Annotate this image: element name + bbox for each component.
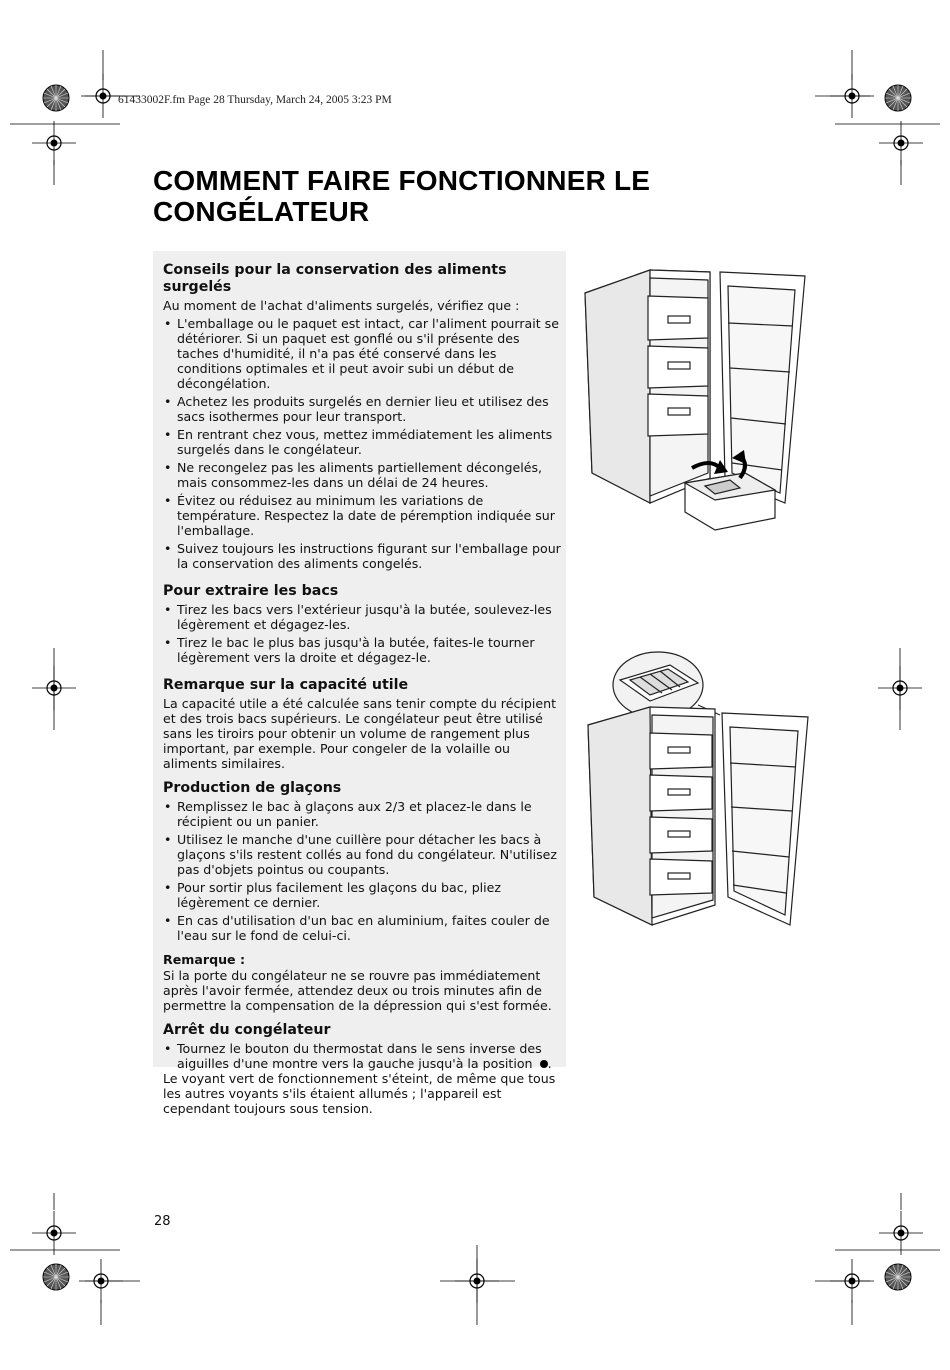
file-header: 61433002F.fm Page 28 Thursday, March 24, 2005 3:23 PM [118,94,392,106]
list-item: • L'emballage ou le paquet est intact, car l'aliment pourrait se détériorer. Si un paquet est gonflé ou s'il présente des taches d'humidité, il n'a pas été conservé dans les conditions optimales et il peut avoir subi un début de décongélation. [163,316,563,391]
list-item: • Remplissez le bac à glaçons aux 2/3 et placez-le dans le récipient ou un panier. [163,799,563,829]
list-item: • Tournez le bouton du thermostat dans le sens inverse des aiguilles d'une montre vers la gauche jusqu'à la position . [163,1041,563,1071]
off-position-icon [540,1060,548,1068]
page-number: 28 [154,1214,171,1229]
conseils-list [163,316,563,571]
section-capacite [163,677,563,771]
section-text: Le voyant vert de fonctionnement s'éteint, de même que tous les autres voyants s'ils étaient allumés ; l'appareil est cependant toujours sous tension. [163,1071,556,1116]
section-title: Conseils pour la conservation des aliments surgelés [163,262,507,295]
section-arret [163,1022,563,1116]
list-item: • En cas d'utilisation d'un bac en aluminium, faites couler de l'eau sur le fond de celui-ci. [163,913,563,943]
section-extraire [163,583,563,665]
section-glacons [163,780,563,1013]
page-title-line1: COMMENT FAIRE FONCTIONNER LE [153,165,651,196]
section-intro: Au moment de l'achat d'aliments surgelés, vérifiez que : [163,298,520,313]
page-title-line2: CONGÉLATEUR [153,196,370,227]
list-item: • Ne recongelez pas les aliments partiellement décongelés, mais consommez-les dans un délai de 24 heures. [163,460,563,490]
remark-text: Si la porte du congélateur ne se rouvre pas immédiatement après l'avoir fermée, attendez deux ou trois minutes afin de permettre la compensation de la dépression qui s'est formée. [163,968,552,1013]
page-title [153,165,753,227]
freezer-drawer-illustration [580,268,810,538]
freezer-icetray-illustration [580,635,812,925]
list-item: • Tirez les bacs vers l'extérieur jusqu'à la butée, soulevez-les légèrement et dégagez-les. [163,602,563,632]
list-item: • En rentrant chez vous, mettez immédiatement les aliments surgelés dans le congélateur. [163,427,563,457]
glacons-list [163,799,563,943]
section-text: La capacité utile a été calculée sans tenir compte du récipient et des trois bacs supérieurs. Le congélateur peut être utilisé sans les tiroirs pour obtenir un volume de rangement plus important, par exemple. Pour congeler de la volaille ou aliments similaires. [163,696,557,771]
section-title: Pour extraire les bacs [163,583,339,599]
list-item: • Tirez le bac le plus bas jusqu'à la butée, faites-le tourner légèrement vers la droite et dégagez-le. [163,635,563,665]
list-item: • Suivez toujours les instructions figurant sur l'emballage pour la conservation des aliments congelés. [163,541,563,571]
section-title: Arrêt du congélateur [163,1022,331,1038]
section-title: Production de glaçons [163,780,342,796]
remark-title: Remarque : [163,952,246,967]
list-item: • Évitez ou réduisez au minimum les variations de température. Respectez la date de péremption indiquée sur l'emballage. [163,493,563,538]
arret-item-text: Tournez le bouton du thermostat dans le sens inverse des aiguilles d'une montre vers la gauche jusqu'à la position [177,1041,542,1071]
extraire-list [163,602,563,665]
section-title: Remarque sur la capacité utile [163,677,409,693]
section-conseils [163,262,563,571]
arret-list [163,1041,563,1071]
list-item: • Achetez les produits surgelés en dernier lieu et utilisez des sacs isothermes pour leur transport. [163,394,563,424]
list-item: • Pour sortir plus facilement les glaçons du bac, pliez légèrement ce dernier. [163,880,563,910]
instructions-content [163,262,563,1116]
list-item: • Utilisez le manche d'une cuillère pour détacher les bacs à glaçons s'ils restent collés au fond du congélateur. N'utilisez pas d'objets pointus ou coupants. [163,832,563,877]
